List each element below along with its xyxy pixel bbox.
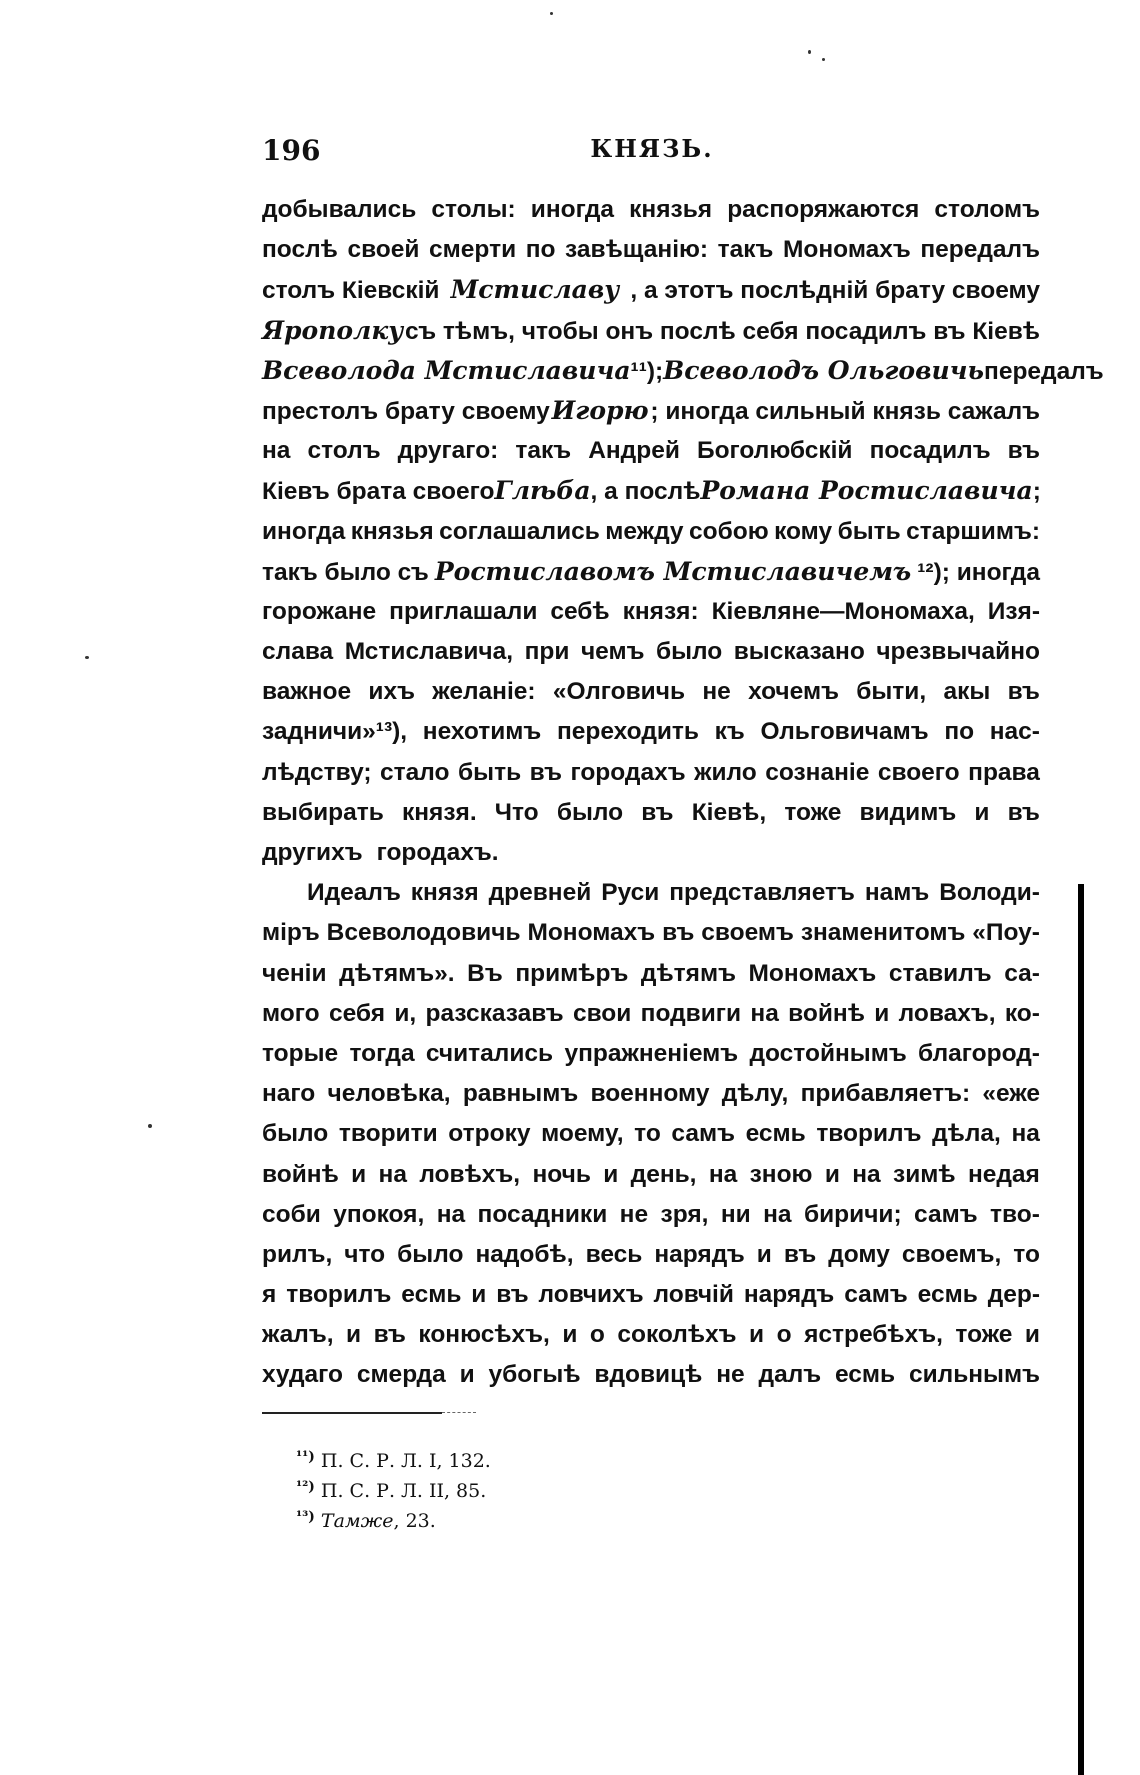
word: самъ [671, 1120, 735, 1148]
word: Мономахъ [783, 236, 911, 264]
word: Мономахъ [748, 959, 877, 987]
word: и [1024, 1321, 1040, 1349]
word: зною [749, 1160, 813, 1188]
word: далъ [758, 1361, 822, 1389]
word: военному [590, 1080, 710, 1108]
word: достойнымъ [749, 1039, 907, 1067]
word: ни [720, 1200, 751, 1228]
word: быть [458, 758, 522, 786]
word: дер- [987, 1281, 1040, 1309]
word: «еже [982, 1080, 1040, 1108]
text-line [262, 1275, 1040, 1315]
word: о [776, 1321, 792, 1349]
text-line [262, 512, 1040, 552]
word: са- [1004, 959, 1040, 987]
word: творилъ [286, 1281, 392, 1309]
word: было [655, 638, 723, 666]
italic-name: Мстиславу [450, 275, 620, 305]
text-line [262, 1114, 1040, 1154]
text-line [262, 913, 1040, 953]
word: такъ [717, 236, 774, 264]
word: сознаніе [765, 758, 870, 786]
word: моему, [541, 1120, 624, 1148]
word: и [603, 1160, 619, 1188]
word: дѣтямъ». [339, 959, 455, 987]
word: между [605, 517, 684, 545]
word: къ [714, 718, 745, 746]
word: есмь [917, 1281, 978, 1309]
word: князя: [622, 597, 699, 625]
footnotes [296, 1442, 491, 1532]
text-segment: ¹¹); [630, 357, 664, 385]
word: благород- [918, 1039, 1040, 1067]
word: и [824, 1160, 840, 1188]
italic-name: Всеволодъ Ольговичь [663, 355, 985, 385]
word: приглашали [389, 597, 538, 625]
word: Мстиславича, [344, 638, 514, 666]
word: было [262, 1120, 329, 1148]
word: ловчій [653, 1281, 734, 1309]
text-segment: престолъ брату своему [262, 397, 550, 425]
text-line [262, 1315, 1040, 1355]
italic-name: Ярополку [262, 315, 404, 345]
word: задничи»¹³), [262, 718, 408, 746]
footnote-text: П. С. Р. Л. II, 85. [320, 1480, 487, 1502]
word: своемъ, [901, 1240, 1002, 1268]
word: чемъ [580, 638, 645, 666]
italic-name: Игорю [551, 395, 649, 425]
footnote-text: Тамже [320, 1510, 394, 1532]
text-line [262, 351, 1104, 391]
word: завѣщанію: [565, 236, 709, 264]
word: дому [828, 1240, 890, 1268]
word: самъ [844, 1281, 908, 1309]
word: высказано [733, 638, 865, 666]
word: видимъ [859, 798, 957, 826]
word: древней [488, 879, 592, 907]
text-line [262, 311, 1040, 351]
word: есмь [834, 1361, 896, 1389]
word: хочемъ [748, 678, 839, 706]
word: въ [373, 1321, 406, 1349]
italic-name: Ростиславомъ Мстиславичемъ [434, 556, 912, 586]
word: надобѣ, [475, 1240, 574, 1268]
word: иногда [262, 517, 346, 545]
word: и [351, 1160, 367, 1188]
word: равнымъ [462, 1080, 579, 1108]
text-segment: передалъ [984, 357, 1104, 385]
text-line [262, 1074, 1040, 1114]
text-line [262, 391, 1040, 431]
word: ночь [532, 1160, 591, 1188]
word: соколѣхъ [617, 1321, 737, 1349]
word: своей [347, 236, 420, 264]
word: и [874, 999, 890, 1027]
text-segment: столъ Кіевскій [262, 277, 440, 305]
word: ловчихъ [538, 1281, 644, 1309]
footnote-text: П. С. Р. Л. I, 132. [320, 1450, 491, 1472]
scan-speck [85, 656, 89, 659]
word: быти, [856, 678, 927, 706]
word: зимѣ [893, 1160, 956, 1188]
word: посадилъ [869, 437, 991, 465]
word: творилъ [816, 1120, 922, 1148]
word: стало [380, 758, 450, 786]
word: въ [529, 758, 562, 786]
text-line [262, 1155, 1040, 1195]
word: важное [262, 678, 352, 706]
text-segment: , а послѣ [590, 478, 701, 506]
text-line [262, 431, 1040, 471]
word: послѣ [262, 236, 338, 264]
word: не [619, 1200, 649, 1228]
word: и [562, 1321, 578, 1349]
word: Ольговичамъ [760, 718, 929, 746]
word: князя [410, 879, 479, 907]
word: ченіи [262, 959, 327, 987]
word: соби [262, 1200, 321, 1228]
word: князя. [402, 798, 477, 826]
word: войнѣ [788, 999, 865, 1027]
text-segment: съ тѣмъ, чтобы онъ послѣ себя посадилъ въ Кіевѣ [404, 317, 1040, 345]
word: на [262, 437, 291, 465]
word: знаменитомъ [800, 919, 966, 947]
word: ихъ [368, 678, 415, 706]
body-text [262, 190, 1104, 1396]
text-line [262, 712, 1040, 752]
word: худаго [262, 1361, 343, 1389]
word: на [436, 1200, 466, 1228]
word: Идеалъ [307, 879, 401, 907]
word: творити [338, 1120, 438, 1148]
word: прибавляетъ: [800, 1080, 971, 1108]
word: на [378, 1160, 407, 1188]
footnote-separator [262, 1412, 442, 1414]
word: недая [967, 1160, 1040, 1188]
word: не [716, 1361, 745, 1389]
word: смерти [429, 236, 517, 264]
word: Изя- [987, 597, 1040, 625]
footnote [296, 1502, 491, 1532]
word: тоже [955, 1321, 1013, 1349]
word: соглашались [439, 517, 600, 545]
word: упокоя, [333, 1200, 425, 1228]
text-line [262, 873, 1040, 913]
word: войнѣ [262, 1160, 339, 1188]
word: было [556, 798, 624, 826]
word: то [1013, 1240, 1040, 1268]
word: иногда [530, 196, 615, 223]
word: и [749, 1321, 765, 1349]
word: и [756, 1240, 772, 1268]
text-line [262, 1355, 1040, 1395]
word: тоже [784, 798, 842, 826]
footnote-text: , 23. [393, 1510, 436, 1532]
scan-speck [808, 50, 811, 54]
word: Руси [601, 879, 660, 907]
footnote [296, 1442, 491, 1472]
word: было [397, 1240, 464, 1268]
word: собою [689, 517, 769, 545]
word: посадники [477, 1200, 608, 1228]
italic-name: Глѣба [494, 476, 591, 506]
word: Мономахъ [527, 919, 656, 947]
word: самъ [914, 1200, 978, 1228]
text-line [262, 1235, 1040, 1275]
word: представляетъ [669, 879, 855, 907]
word: рилъ, [262, 1240, 333, 1268]
text-line [262, 994, 1040, 1034]
word: «Олговичь [552, 678, 686, 706]
word: старшимъ: [906, 517, 1040, 545]
word: примѣръ [515, 959, 629, 987]
word: переходить [556, 718, 699, 746]
text-segment: ¹²); иногда [917, 558, 1040, 586]
text-line [262, 833, 1040, 873]
text-line [262, 230, 1040, 270]
word: что [344, 1240, 386, 1268]
word: «Поу- [972, 919, 1040, 947]
footnote-separator-tail [442, 1412, 476, 1413]
word: распоряжаются [727, 196, 920, 223]
word: въ [496, 1281, 529, 1309]
word: на [763, 1200, 792, 1228]
word: ловѣхъ, [419, 1160, 521, 1188]
word: въ [662, 919, 695, 947]
text-segment: , а этотъ послѣдній брату своему [630, 277, 1040, 305]
word: Кіевѣ, [691, 798, 767, 826]
word: такъ [515, 437, 572, 465]
word: Всеволодовичь [326, 919, 521, 947]
word: и [471, 1281, 487, 1309]
word: то [634, 1120, 661, 1148]
word: дѣтямъ [640, 959, 736, 987]
word: добывались [262, 196, 417, 223]
word: Володи- [939, 879, 1040, 907]
word: столы: [431, 196, 516, 223]
word: и [974, 798, 990, 826]
word: въ [1007, 798, 1040, 826]
text-line [262, 270, 1040, 310]
word: акы [943, 678, 991, 706]
page-number: 196 [262, 134, 321, 167]
text-line [262, 592, 1040, 632]
word: зря, [660, 1200, 709, 1228]
word: я [262, 1281, 277, 1309]
text-line [262, 1034, 1040, 1074]
word: нехотимъ [422, 718, 542, 746]
word: ставилъ [888, 959, 992, 987]
word: тво- [990, 1200, 1040, 1228]
text-line [262, 672, 1040, 712]
text-line [262, 753, 1040, 793]
word: на [852, 1160, 881, 1188]
word: быть [837, 517, 901, 545]
word: нас- [989, 718, 1040, 746]
word: въ [1007, 437, 1040, 465]
word: наго [262, 1080, 316, 1108]
word: и [346, 1321, 362, 1349]
word: есмь [401, 1281, 462, 1309]
text-line [262, 632, 1040, 672]
word: Боголюбскій [696, 437, 853, 465]
text-line [262, 1195, 1040, 1235]
word: весь [585, 1240, 643, 1268]
word: слава [262, 638, 334, 666]
italic-name: Всеволода Мстиславича [262, 355, 631, 385]
word: нарядъ [654, 1240, 745, 1268]
word: городахъ [570, 758, 686, 786]
page-header [262, 134, 1042, 174]
text-line [262, 954, 1040, 994]
word: горожане [262, 597, 377, 625]
word: выбирать [262, 798, 384, 826]
word: сильнымъ [908, 1361, 1040, 1389]
word: разсказавъ [425, 999, 564, 1027]
word: себя [328, 999, 385, 1027]
text-line [262, 190, 1040, 230]
word: считались [425, 1039, 554, 1067]
word: мого [262, 999, 320, 1027]
word: нарядъ [743, 1281, 835, 1309]
word: столомъ [934, 196, 1040, 223]
text-segment: ; [1032, 478, 1041, 506]
word: на [1011, 1120, 1040, 1148]
word: жило [694, 758, 757, 786]
footnote [296, 1472, 491, 1502]
text-line [262, 793, 1040, 833]
word: Что [494, 798, 539, 826]
word: себѣ [550, 597, 610, 625]
word: человѣка, [327, 1080, 451, 1108]
word: есмь [745, 1120, 806, 1148]
word: не [702, 678, 731, 706]
text-segment: такъ было съ [262, 558, 429, 586]
word: ястребѣхъ, [804, 1321, 943, 1349]
word: въ [783, 1240, 817, 1268]
word: жалъ, [262, 1321, 334, 1349]
text-line [262, 552, 1040, 592]
word: Андрей [588, 437, 680, 465]
word: дѣлу, [721, 1080, 789, 1108]
word: другихъ [262, 839, 363, 866]
running-title: КНЯЗЬ. [590, 134, 714, 163]
text-segment: Кіевъ брата своего [262, 478, 495, 506]
word: ко- [1004, 999, 1040, 1027]
word: чрезвычайно [876, 638, 1040, 666]
word: конюсѣхъ, [418, 1321, 550, 1349]
word: на [750, 999, 779, 1027]
word: міръ [262, 919, 320, 947]
scan-speck [148, 1124, 152, 1128]
word: намъ [864, 879, 930, 907]
word: при [524, 638, 570, 666]
word: въ [1007, 678, 1040, 706]
word: другаго: [397, 437, 499, 465]
word: вдовицѣ [594, 1361, 703, 1389]
word: своего [877, 758, 960, 786]
word: городахъ. [376, 839, 499, 866]
word: смерда [356, 1361, 446, 1389]
word: убогыѣ [488, 1361, 581, 1389]
word: права [968, 758, 1040, 786]
word: тогда [349, 1039, 415, 1067]
word: свои [572, 999, 632, 1027]
word: князья [350, 517, 434, 545]
word: день, [630, 1160, 697, 1188]
italic-name: Романа Ростиславича [700, 476, 1033, 506]
word: своемъ [701, 919, 794, 947]
text-line [262, 471, 1040, 511]
word: по [944, 718, 975, 746]
text-segment: ; иногда сильный князь сажалъ [650, 397, 1040, 425]
scan-speck [550, 12, 553, 15]
word: лѣдству; [262, 758, 372, 786]
word: по [525, 236, 556, 264]
word: передалъ [920, 236, 1040, 264]
footnote-mark: ¹¹) [296, 1449, 315, 1465]
word: подвиги [640, 999, 742, 1027]
word: о [589, 1321, 605, 1349]
word: торые [262, 1039, 339, 1067]
word: упражненіемъ [564, 1039, 739, 1067]
word: въ [641, 798, 674, 826]
word: ловахъ, [898, 999, 996, 1027]
word: столъ [307, 437, 381, 465]
footnote-mark: ¹²) [296, 1479, 315, 1495]
footnote-mark: ¹³) [296, 1509, 315, 1525]
word: дѣла, [932, 1120, 1001, 1148]
word: и [459, 1361, 475, 1389]
word: отроку [448, 1120, 531, 1148]
word: Въ [467, 959, 503, 987]
word: биричи; [803, 1200, 902, 1228]
word: и, [394, 999, 417, 1027]
scan-speck [822, 58, 825, 61]
word: желаніе: [432, 678, 536, 706]
word: кому [774, 517, 833, 545]
word: князья [629, 196, 713, 223]
scan-edge-bar [1078, 884, 1084, 1775]
word: на [708, 1160, 738, 1188]
word: Кіевляне—Мономаха, [711, 597, 975, 625]
